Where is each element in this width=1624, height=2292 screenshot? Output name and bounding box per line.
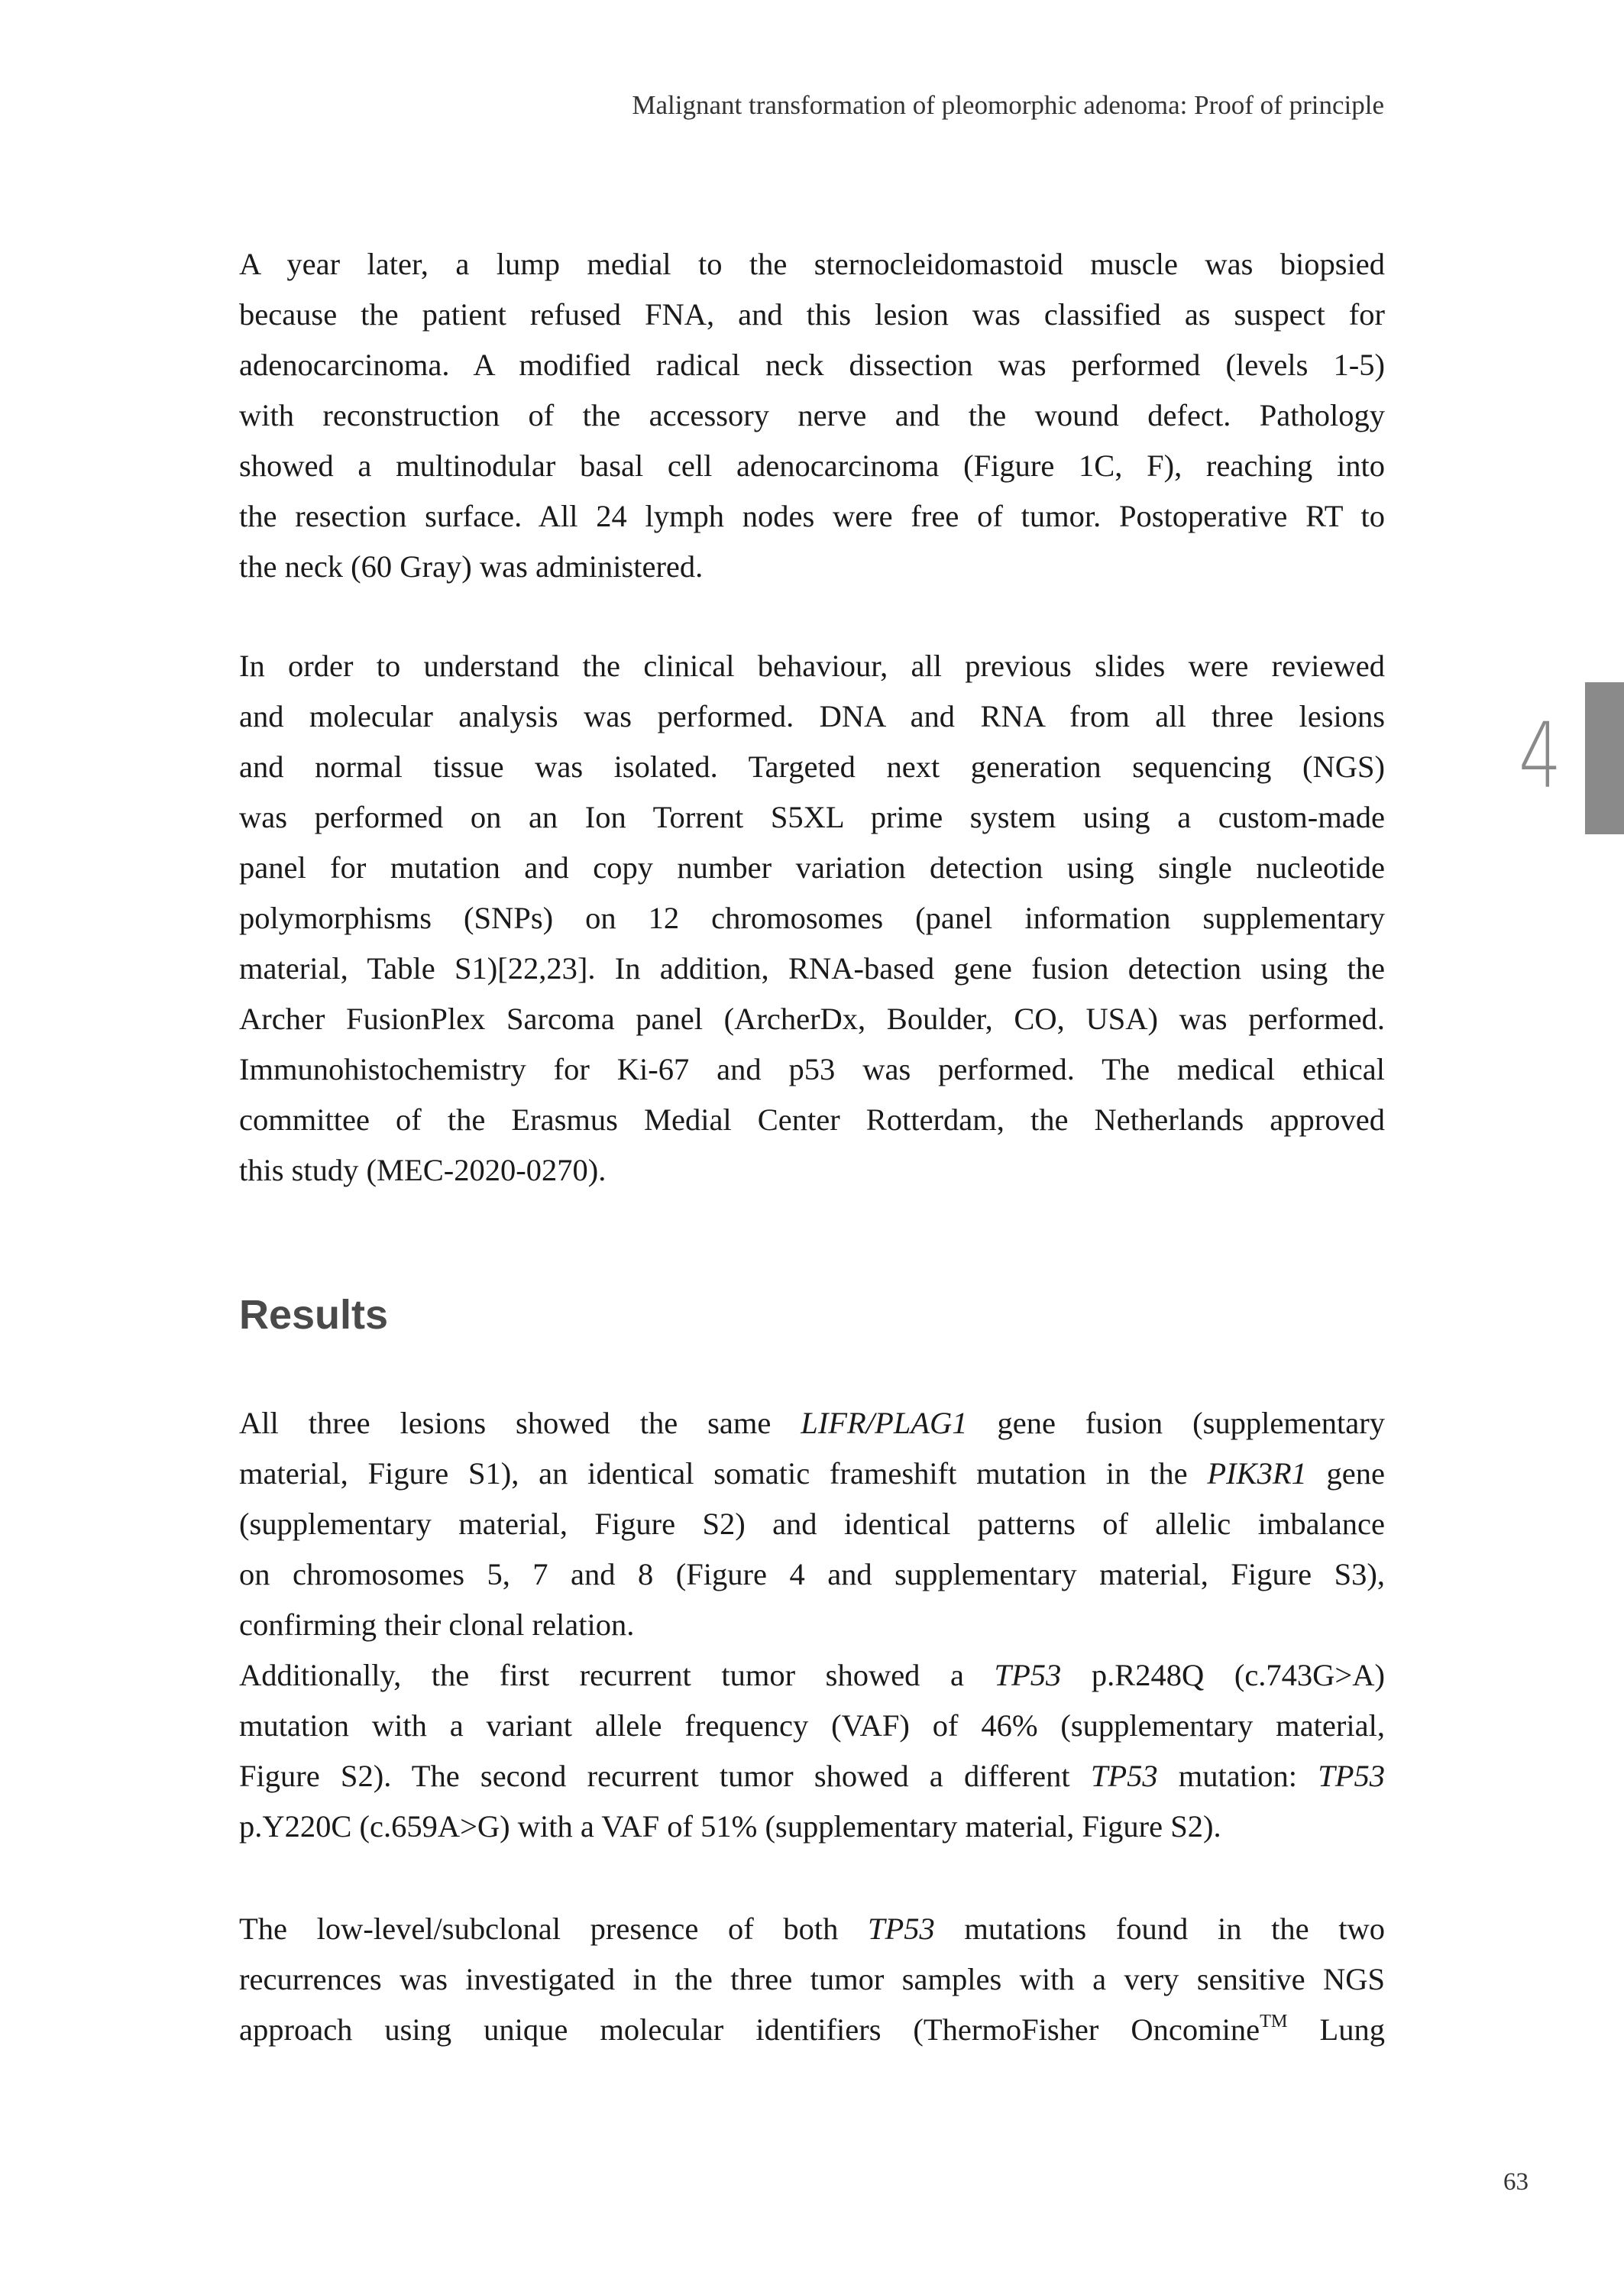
text-segment: mutation: <box>1157 1759 1318 1793</box>
text-segment: this study (MEC-2020-0270). <box>239 1153 607 1187</box>
text-segment: (supplementary material, Figure S2) and identical patterns of allelic imbalance <box>239 1507 1385 1541</box>
text-segment: committee of the Erasmus Medial Center Rotterdam, the Netherlands approved <box>239 1102 1385 1137</box>
text-segment: p.R248Q (c.743G>A) <box>1061 1658 1386 1692</box>
text-segment: recurrences was investigated in the three tumor samples with a very sensitive NGS <box>239 1962 1385 1996</box>
text-line <box>239 641 1385 691</box>
text-segment: material, Figure S1), an identical somatic frameshift mutation in the <box>239 1456 1208 1491</box>
text-segment: Archer FusionPlex Sarcoma panel (ArcherDx, Boulder, CO, USA) was performed. <box>239 1002 1385 1036</box>
text-line <box>239 843 1385 893</box>
section-heading-results: Results <box>239 1292 389 1338</box>
text-segment: gene <box>1306 1456 1386 1491</box>
text-segment: panel for mutation and copy number variation detection using single nucleotide <box>239 850 1385 885</box>
text-segment: Lung <box>1287 2012 1385 2047</box>
text-line <box>239 1549 1385 1600</box>
text-segment: gene fusion (supplementary <box>967 1406 1386 1440</box>
text-segment: adenocarcinoma. A modified radical neck dissection was performed (levels 1-5) <box>239 348 1385 382</box>
text-line <box>239 994 1385 1044</box>
paragraph-results-clonal <box>239 1398 1385 1650</box>
text-line <box>239 239 1385 290</box>
italic-gene-name: LIFR/PLAG1 <box>801 1406 968 1440</box>
text-segment: p.Y220C (c.659A>G) with a VAF of 51% (supplementary material, Figure S2). <box>239 1809 1221 1844</box>
text-line <box>239 1701 1385 1751</box>
text-line <box>239 944 1385 994</box>
running-head: Malignant transformation of pleomorphic adenoma: Proof of principle <box>632 90 1384 120</box>
text-segment: the resection surface. All 24 lymph nodes were free of tumor. Postoperative RT to <box>239 499 1385 533</box>
text-segment: with reconstruction of the accessory nerve and the wound defect. Pathology <box>239 398 1385 432</box>
text-line <box>239 2005 1385 2055</box>
text-line <box>239 1398 1385 1449</box>
page-number: 63 <box>1503 2168 1529 2196</box>
text-segment: and normal tissue was isolated. Targeted next generation sequencing (NGS) <box>239 749 1385 784</box>
text-line <box>239 893 1385 944</box>
text-line <box>239 1499 1385 1549</box>
text-line <box>239 491 1385 542</box>
italic-gene-name: TP53 <box>994 1658 1062 1692</box>
text-line <box>239 441 1385 491</box>
text-segment: material, Table S1)[22,23]. In addition, RNA-based gene fusion detection using the <box>239 951 1385 986</box>
chapter-number: 4 <box>1519 703 1562 808</box>
italic-gene-name: TP53 <box>868 1912 935 1946</box>
text-line <box>239 390 1385 441</box>
text-segment: Additionally, the first recurrent tumor showed a <box>239 1658 995 1692</box>
italic-gene-name: TP53 <box>1318 1759 1385 1793</box>
text-line <box>239 691 1385 742</box>
text-line <box>239 1904 1385 1954</box>
text-segment: A year later, a lump medial to the sternocleidomastoid muscle was biopsied <box>239 247 1385 281</box>
text-segment: polymorphisms (SNPs) on 12 chromosomes (panel information supplementary <box>239 901 1385 935</box>
paragraph-results-tp53 <box>239 1650 1385 1852</box>
paragraph-molecular-analysis <box>239 641 1385 1196</box>
text-line <box>239 1954 1385 2005</box>
paragraph-neck-dissection <box>239 239 1385 592</box>
italic-gene-name: TP53 <box>1090 1759 1158 1793</box>
text-line <box>239 542 1385 592</box>
text-segment: on chromosomes 5, 7 and 8 (Figure 4 and supplementary material, Figure S3), <box>239 1557 1385 1591</box>
text-line <box>239 1751 1385 1802</box>
text-segment: All three lesions showed the same <box>239 1406 801 1440</box>
italic-gene-name: PIK3R1 <box>1207 1456 1307 1491</box>
text-segment: the neck (60 Gray) was administered. <box>239 549 704 584</box>
text-line <box>239 742 1385 792</box>
text-segment: confirming their clonal relation. <box>239 1607 635 1642</box>
text-line <box>239 1449 1385 1499</box>
text-line <box>239 1600 1385 1650</box>
paragraph-subclonal <box>239 1904 1385 2055</box>
text-segment: mutation with a variant allele frequency (VAF) of 46% (supplementary material, <box>239 1708 1385 1743</box>
text-segment: approach using unique molecular identifiers (ThermoFisher Oncomine <box>239 2012 1260 2047</box>
text-segment: In order to understand the clinical behaviour, all previous slides were reviewed <box>239 649 1385 683</box>
text-line <box>239 792 1385 843</box>
text-line <box>239 1650 1385 1701</box>
text-segment: The low-level/subclonal presence of both <box>239 1912 869 1946</box>
text-line <box>239 1044 1385 1095</box>
text-segment: showed a multinodular basal cell adenocarcinoma (Figure 1C, F), reaching into <box>239 448 1385 483</box>
text-line <box>239 1802 1385 1852</box>
text-line <box>239 1095 1385 1145</box>
chapter-tab-marker <box>1585 682 1624 834</box>
text-segment: because the patient refused FNA, and this lesion was classified as suspect for <box>239 297 1385 332</box>
superscript: TM <box>1260 2011 1288 2031</box>
text-segment: mutations found in the two <box>934 1912 1385 1946</box>
text-line <box>239 340 1385 390</box>
text-line <box>239 290 1385 340</box>
text-segment: was performed on an Ion Torrent S5XL prime system using a custom-made <box>239 800 1385 834</box>
text-line <box>239 1145 1385 1196</box>
text-segment: Immunohistochemistry for Ki-67 and p53 was performed. The medical ethical <box>239 1052 1385 1086</box>
text-segment: Figure S2). The second recurrent tumor showed a different <box>239 1759 1091 1793</box>
text-segment: and molecular analysis was performed. DNA and RNA from all three lesions <box>239 699 1385 733</box>
